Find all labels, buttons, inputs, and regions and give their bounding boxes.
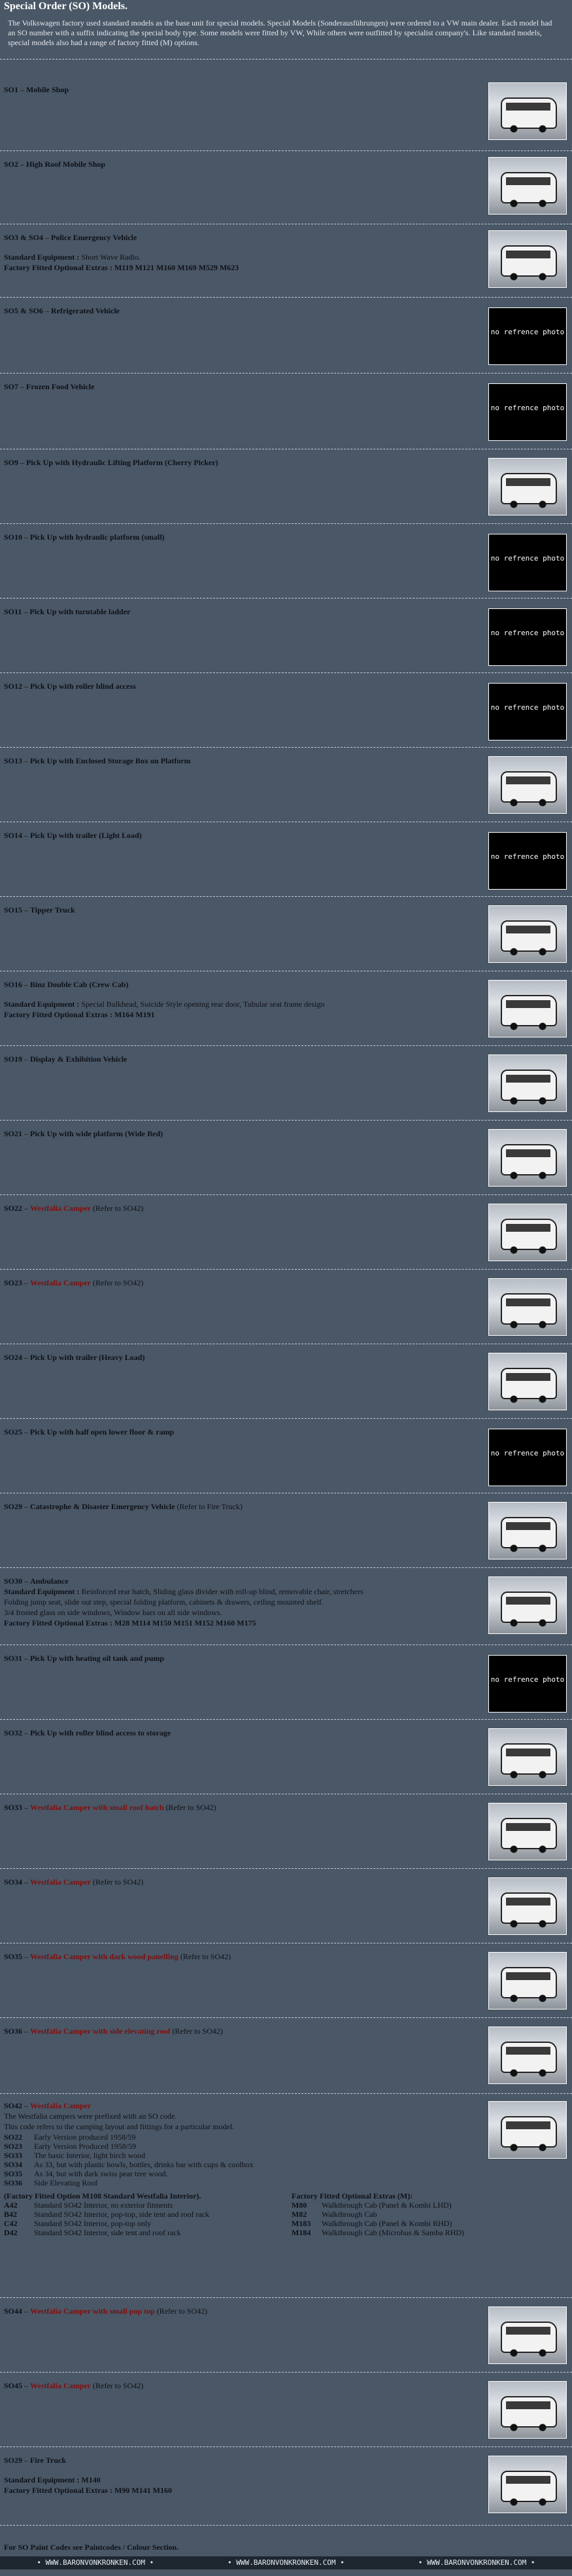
so-code: SO2	[4, 160, 19, 169]
so-code: SO10	[4, 532, 23, 542]
reference-note: (Refer to SO42)	[163, 1803, 216, 1812]
reference-note: (Refer to SO42)	[91, 1204, 144, 1213]
separator: –	[22, 1877, 31, 1887]
model-desc: Early Version produced 1958/59	[34, 2132, 136, 2142]
separator: –	[22, 980, 31, 989]
vehicle-photo	[488, 1054, 567, 1112]
so-code: SO33	[4, 1803, 23, 1812]
equipment-label: Standard Equipment :	[4, 1000, 80, 1009]
vehicle-photo	[488, 1728, 567, 1786]
so-name: Pick Up with Enclosed Storage Box on Platform	[30, 756, 191, 765]
separator: –	[22, 532, 31, 542]
so-code: SO9	[4, 458, 19, 467]
equipment-label: Standard Equipment :	[4, 1587, 80, 1596]
so42-model-row	[4, 2151, 566, 2160]
entry-so21	[4, 1129, 566, 1138]
options-value: M119 M121 M160 M169 M529 M623	[114, 263, 239, 272]
so-code: SO1	[4, 85, 19, 94]
vehicle-photo	[488, 1353, 567, 1410]
interior-desc: Standard SO42 Interior, pop-top, side tent and roof rack	[34, 2210, 210, 2219]
vehicle-photo	[488, 230, 567, 288]
so-code: SO12	[4, 682, 23, 691]
vehicle-photo	[488, 1877, 567, 1935]
entry-so11	[4, 607, 566, 616]
so-name: Pick Up with Hydraulic Lifting Platform (Cherry Picker)	[26, 458, 218, 467]
so-code: SO34	[4, 1877, 23, 1887]
so-name: Pick Up with turntable ladder	[29, 607, 131, 616]
entry-so36	[4, 2027, 566, 2036]
westfalia-link[interactable]: Westfalia Camper with small pop top	[30, 2306, 155, 2316]
entry-so32	[4, 1728, 566, 1737]
interior-options	[4, 2191, 265, 2237]
footer-link[interactable]: • WWW.BARONVONKRONKEN.COM •	[37, 2558, 154, 2567]
model-code: SO35	[4, 2169, 23, 2178]
m-option-desc: Walkthrough Cab (Panel & Kombi RHD)	[322, 2219, 452, 2228]
equipment-value-3: 3/4 frosted glass on side windows, Window bars on all side windows.	[4, 1608, 222, 1617]
vehicle-photo	[488, 1502, 567, 1559]
reference-note: (Refer to SO42)	[154, 2306, 208, 2316]
entry-so13	[4, 756, 566, 765]
divider	[0, 1194, 572, 1195]
model-code: SO36	[4, 2178, 23, 2187]
vehicle-photo	[488, 1952, 567, 2010]
entry-so35	[4, 1952, 566, 1961]
separator: –	[22, 2027, 31, 2036]
separator: –	[22, 1427, 31, 1436]
reference-note: (Refer to SO42)	[91, 1278, 144, 1287]
so-code: SO25	[4, 1427, 23, 1436]
separator: –	[22, 1803, 31, 1812]
separator: –	[22, 682, 31, 691]
model-desc: As 34, but with dark swiss pear tree wood.	[34, 2169, 168, 2178]
separator: –	[22, 1576, 31, 1586]
divider	[0, 672, 572, 673]
so-name: Mobile Shop	[26, 85, 69, 94]
entry-so22	[4, 1204, 566, 1213]
entry-so31	[4, 1654, 566, 1663]
footer-link[interactable]: • WWW.BARONVONKRONKEN.COM •	[227, 2558, 345, 2567]
divider	[0, 373, 572, 374]
vehicle-photo	[488, 2027, 567, 2084]
interior-code: C42	[4, 2219, 18, 2228]
entry-so12	[4, 682, 566, 691]
entry-so25	[4, 1427, 566, 1436]
no-reference-photo: no refrence photo	[488, 1655, 567, 1713]
so-code: SO16	[4, 980, 23, 989]
entry-so14	[4, 831, 566, 840]
vehicle-photo	[488, 2306, 567, 2364]
vehicle-photo	[488, 905, 567, 963]
so42-model-row	[4, 2160, 566, 2169]
so-name: Frozen Food Vehicle	[26, 382, 95, 391]
so-name: High Roof Mobile Shop	[26, 160, 106, 169]
divider	[0, 2093, 572, 2094]
so-name: Fire Truck	[30, 2456, 67, 2465]
so-name: Refrigerated Vehicle	[51, 306, 120, 315]
no-reference-photo: no refrence photo	[488, 534, 567, 591]
so-code: SO44	[4, 2306, 23, 2316]
westfalia-link[interactable]: Westfalia Camper with small roof hatch	[30, 1803, 164, 1812]
separator: –	[22, 1204, 31, 1213]
separator: –	[22, 831, 31, 840]
interior-code: A42	[4, 2201, 18, 2210]
m-option-row	[292, 2228, 553, 2237]
separator: –	[22, 1654, 31, 1663]
divider	[0, 1868, 572, 1869]
divider	[0, 1719, 572, 1720]
entry-so7	[4, 382, 566, 391]
vehicle-photo	[488, 1278, 567, 1336]
so-name: Pick Up with trailer (Heavy Load)	[30, 1353, 145, 1362]
interior-code: B42	[4, 2210, 18, 2219]
entry-so2	[4, 160, 566, 169]
options-value: M28 M114 M150 M151 M152 M160 M175	[114, 1618, 256, 1627]
vehicle-photo	[488, 980, 567, 1037]
vehicle-photo	[488, 1204, 567, 1261]
separator: –	[22, 1952, 31, 1961]
m-option-code: M184	[292, 2228, 311, 2237]
divider	[0, 1418, 572, 1419]
options-label: Factory Fitted Optional Extras :	[4, 2486, 112, 2495]
so-code: SO30	[4, 1576, 23, 1586]
vehicle-photo	[488, 157, 567, 215]
no-reference-photo: no refrence photo	[488, 608, 567, 666]
separator: –	[22, 2101, 31, 2110]
no-reference-photo: no refrence photo	[488, 307, 567, 365]
model-code: SO23	[4, 2142, 23, 2151]
so-code: SO32	[4, 1728, 23, 1737]
separator: –	[18, 382, 27, 391]
model-desc: Side Elevating Roof	[34, 2178, 98, 2187]
paint-codes-note: For SO Paint Codes see Paintcodes / Colour Section.	[4, 2543, 179, 2552]
model-code: SO34	[4, 2160, 23, 2169]
so-code: SO11	[4, 607, 22, 616]
so-code: SO31	[4, 1654, 23, 1663]
reference-note: (Refer to SO42)	[91, 1877, 144, 1887]
no-reference-photo: no refrence photo	[488, 832, 567, 890]
entry-so24	[4, 1353, 566, 1362]
so42-text: The Westfalia campers were prefixed with an SO code.	[4, 2112, 177, 2121]
entry-so10	[4, 532, 566, 542]
reference-note: (Refer to SO42)	[170, 2027, 223, 2036]
so-code: SO19	[4, 1054, 23, 1064]
interior-code: D42	[4, 2228, 18, 2237]
vehicle-photo	[488, 1129, 567, 1187]
entry-so29-disaster	[4, 1502, 566, 1511]
so-name: Catastrophe & Disaster Emergency Vehicle	[30, 1502, 175, 1511]
so-code: SO22	[4, 1204, 23, 1213]
entry-so3-so4	[4, 233, 566, 272]
reference-note: (Refer to SO42)	[91, 2381, 144, 2390]
entry-so16	[4, 980, 566, 1019]
so-code: SO3 & SO4	[4, 233, 44, 242]
equipment-value: Special Bulkhead, Suicide Style opening rear door, Tubular seat frame design	[79, 1000, 325, 1009]
reference-note: (Refer to SO42)	[178, 1952, 231, 1961]
divider	[0, 2446, 572, 2447]
separator: –	[22, 756, 31, 765]
vehicle-photo	[488, 1803, 567, 1860]
entry-so9	[4, 458, 566, 467]
m-options-heading: Factory Fitted Optional Extras (M):	[292, 2191, 413, 2201]
model-desc: The basic Interior, light birch wood	[34, 2151, 146, 2160]
so-name: Pick Up with heating oil tank and pump	[30, 1654, 165, 1663]
so-code: SO24	[4, 1353, 23, 1362]
so-code: SO35	[4, 1952, 23, 1961]
so-name: Pick Up with roller blind access to storage	[30, 1728, 171, 1737]
equipment-value: Reinforced rear hatch, Sliding glass divider with roll-up blind, removable chair, stretchers	[79, 1587, 363, 1596]
so-name: Pick Up with half open lower floor & ramp	[30, 1427, 175, 1436]
reference-note: (Refer to Fire Truck)	[175, 1502, 243, 1511]
divider	[0, 1567, 572, 1568]
entry-so19	[4, 1054, 566, 1064]
so-code: SO45	[4, 2381, 23, 2390]
options-label: Factory Fitted Optional Extras :	[4, 1010, 112, 1019]
model-code: SO22	[4, 2132, 23, 2142]
vehicle-photo	[488, 458, 567, 515]
separator: –	[22, 2456, 31, 2465]
m-option-code: M82	[292, 2210, 307, 2219]
m-option-desc: Walkthrough Cab (Panel & Kombi LHD)	[322, 2201, 452, 2210]
westfalia-link[interactable]: Westfalia Camper with side elevating roof	[30, 2027, 171, 2036]
divider	[0, 896, 572, 897]
entry-so30	[4, 1576, 566, 1627]
westfalia-link[interactable]: Westfalia Camper	[30, 1204, 91, 1213]
so42-model-row	[4, 2142, 566, 2151]
separator: –	[22, 1502, 31, 1511]
so-name: Pick Up with wide platform (Wide Bed)	[30, 1129, 163, 1138]
separator: –	[22, 1278, 31, 1287]
entry-so34	[4, 1877, 566, 1887]
divider	[0, 1269, 572, 1270]
separator: –	[18, 85, 27, 94]
westfalia-link[interactable]: Westfalia Camper	[30, 2101, 91, 2110]
so-code: SO29	[4, 2456, 23, 2465]
page-title: Special Order (SO) Models.	[4, 1, 128, 12]
so-name: Pick Up with roller blind access	[30, 682, 136, 691]
divider	[0, 2525, 572, 2526]
so-code: SO36	[4, 2027, 23, 2036]
interior-row	[4, 2210, 265, 2219]
so-name: Display & Exhibition Vehicle	[30, 1054, 127, 1064]
divider	[0, 150, 572, 151]
options-label: Factory Fitted Optional Extras :	[4, 1618, 112, 1627]
entry-so33	[4, 1803, 566, 1812]
footer-bar	[0, 2556, 572, 2569]
separator: –	[22, 1129, 31, 1138]
divider	[0, 1120, 572, 1121]
no-reference-photo: no refrence photo	[488, 1429, 567, 1486]
separator: –	[22, 1054, 31, 1064]
westfalia-link[interactable]: Westfalia Camper	[30, 1877, 91, 1887]
vehicle-photo	[488, 2381, 567, 2439]
entry-so15	[4, 905, 566, 914]
divider	[0, 747, 572, 748]
so-name: Police Emergency Vehicle	[51, 233, 137, 242]
interior-desc: Standard SO42 Interior, pop-top only	[34, 2219, 152, 2228]
so-code: SO29	[4, 1502, 23, 1511]
equipment-value: Short Wave Radio.	[79, 252, 141, 262]
so-code: SO42	[4, 2101, 23, 2110]
separator: –	[43, 233, 52, 242]
intro-paragraph: The Volkswagen factory used standard models as the base unit for special models. Special Models (Sonderausführungen) were ordered to a VW main dealer. Each model had an SO number with a suffix indicating the special body type. Some models were fitted by VW, While others were outfitted by specialist company's. Like standard models, special models also had a range of factory fitted (M) options.	[8, 18, 552, 47]
divider	[0, 297, 572, 298]
m-option-code: M80	[292, 2201, 307, 2210]
interior-row	[4, 2219, 265, 2228]
separator: –	[22, 2306, 31, 2316]
so-name: Tipper Truck	[30, 905, 75, 914]
vehicle-photo	[488, 82, 567, 140]
so-code: SO15	[4, 905, 23, 914]
entry-so44	[4, 2306, 566, 2316]
equipment-value-2: Folding jump seat, slide out step, special folding platform, cabinets & drawers, ceiling mounted shelf.	[4, 1597, 324, 1607]
m-option-row	[292, 2201, 553, 2210]
separator: –	[22, 1353, 31, 1362]
westfalia-link[interactable]: Westfalia Camper	[30, 2381, 91, 2390]
westfalia-link[interactable]: Westfalia Camper with dark wood panelling	[30, 1952, 178, 1961]
divider	[0, 2372, 572, 2373]
interior-options-heading: (Factory Fitted Option M108 Standard Westfalia Interior).	[4, 2191, 201, 2201]
m-options	[292, 2191, 553, 2237]
so-code: SO14	[4, 831, 23, 840]
interior-row	[4, 2201, 265, 2210]
options-label: Factory Fitted Optional Extras :	[4, 263, 112, 272]
so-code: SO13	[4, 756, 23, 765]
entry-so1	[4, 85, 566, 94]
so-code: SO7	[4, 382, 19, 391]
equipment-label: Standard Equipment :	[4, 252, 80, 262]
divider	[0, 2017, 572, 2018]
interior-desc: Standard SO42 Interior, side tent and roof rack	[34, 2228, 181, 2237]
divider	[0, 1045, 572, 1046]
separator: –	[18, 160, 27, 169]
so-code: SO21	[4, 1129, 23, 1138]
entry-so42	[4, 2101, 566, 2237]
separator: –	[22, 905, 31, 914]
so-name: Binz Double Cab (Crew Cab)	[30, 980, 129, 989]
vehicle-photo	[488, 2101, 567, 2159]
m-option-row	[292, 2219, 553, 2228]
equipment-label: Standard Equipment :	[4, 2475, 80, 2484]
m-option-row	[292, 2210, 553, 2219]
so-name: Pick Up with trailer (Light Load)	[30, 831, 142, 840]
entry-so45	[4, 2381, 566, 2390]
so42-model-row	[4, 2132, 566, 2142]
so-name: Ambulance	[30, 1576, 69, 1586]
no-reference-photo: no refrence photo	[488, 383, 567, 441]
so-code: SO23	[4, 1278, 23, 1287]
divider	[0, 523, 572, 524]
interior-desc: Standard SO42 Interior, no exterior fitments	[34, 2201, 173, 2210]
vehicle-photo	[488, 756, 567, 814]
interior-row	[4, 2228, 265, 2237]
options-value: M90 M141 M160	[114, 2486, 172, 2495]
separator: –	[43, 306, 52, 315]
m-option-desc: Walkthrough Cab	[322, 2210, 377, 2219]
model-desc: Early Version Produced 1958/59	[34, 2142, 137, 2151]
model-code: SO33	[4, 2151, 23, 2160]
so-name: Pick Up with hydraulic platform (small)	[30, 532, 165, 542]
no-reference-photo: no refrence photo	[488, 683, 567, 740]
model-desc: As 33, but with plastic bowls, bottles, drinks bar with cups & coolbox	[34, 2160, 254, 2169]
so42-option-columns	[4, 2191, 566, 2237]
separator: –	[18, 458, 27, 467]
separator: –	[22, 607, 30, 616]
so42-model-row	[4, 2178, 566, 2187]
separator: –	[22, 2381, 31, 2390]
m-option-desc: Walkthrough Cab (Microbus & Samba RHD)	[322, 2228, 465, 2237]
entry-so23	[4, 1278, 566, 1287]
equipment-value: M140	[79, 2475, 101, 2484]
divider	[0, 598, 572, 599]
so42-model-row	[4, 2169, 566, 2178]
vehicle-photo	[488, 1576, 567, 1634]
footer-link[interactable]: • WWW.BARONVONKRONKEN.COM •	[418, 2558, 535, 2567]
so42-text: This code refers to the camping layout and fittings for a particular model.	[4, 2122, 235, 2131]
entry-so5-so6	[4, 306, 566, 315]
so-code: SO5 & SO6	[4, 306, 44, 315]
separator: –	[22, 1728, 31, 1737]
options-value: M164 M191	[114, 1010, 155, 1019]
westfalia-link[interactable]: Westfalia Camper	[30, 1278, 91, 1287]
divider	[0, 2297, 572, 2298]
vehicle-photo	[488, 2456, 567, 2513]
divider	[0, 59, 572, 60]
entry-so29-fire-truck	[4, 2456, 566, 2495]
m-option-code: M183	[292, 2219, 311, 2228]
